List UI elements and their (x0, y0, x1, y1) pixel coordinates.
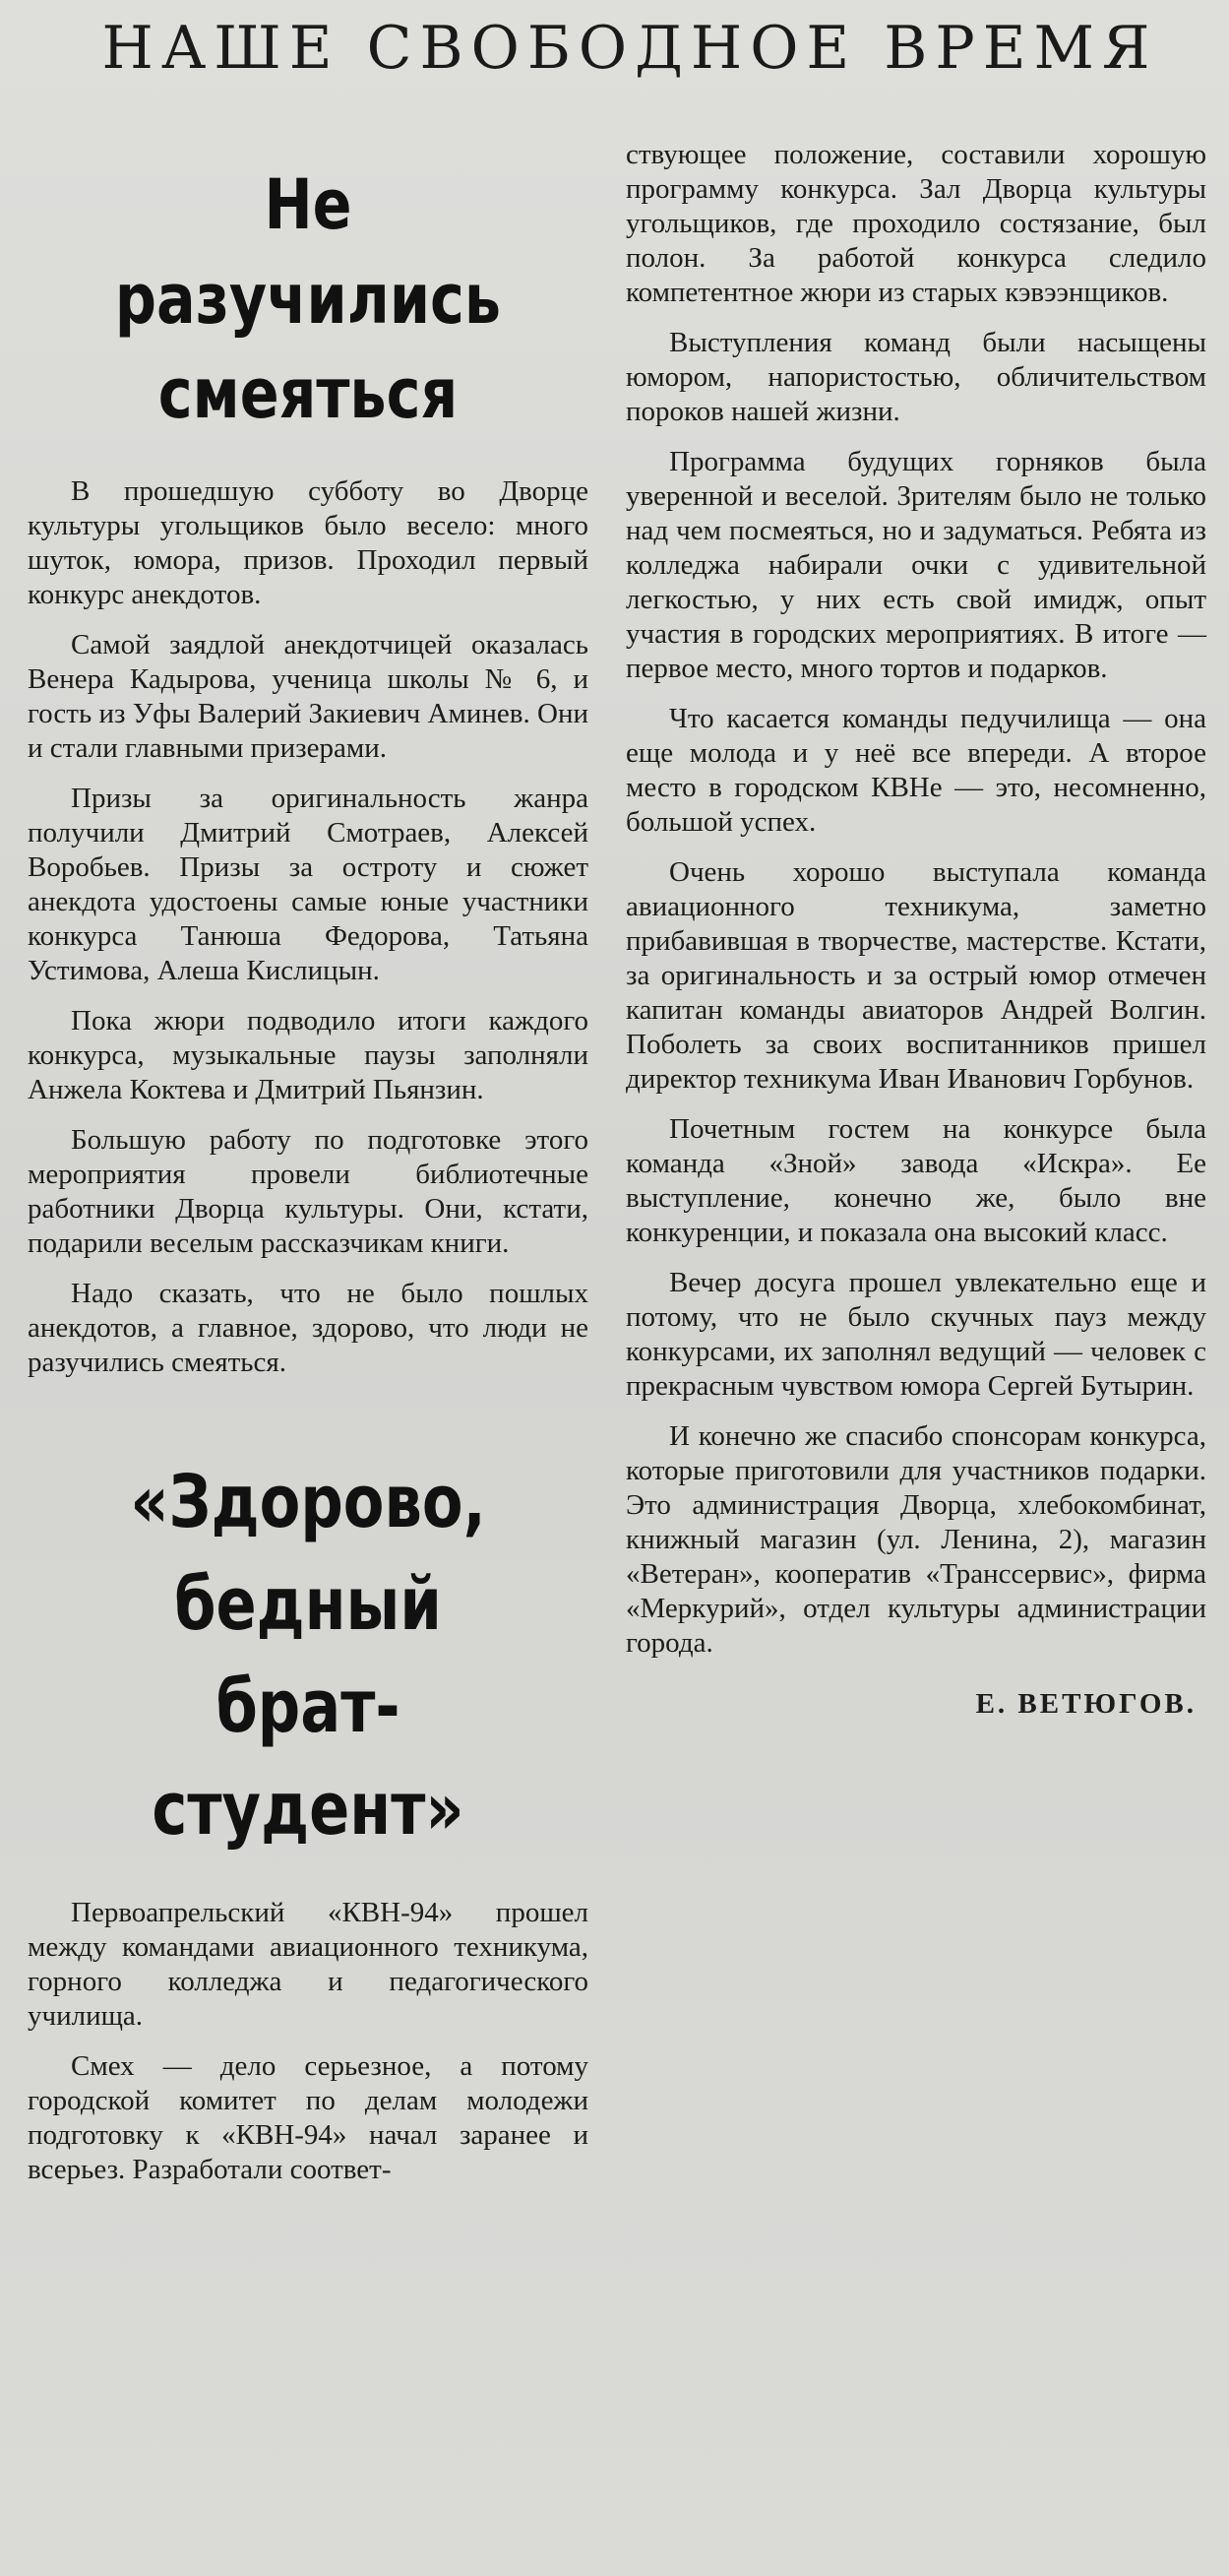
article1-paragraph: Призы за оригинальность жанра получили Дмитрий Смотраев, Алексей Воробьев. Призы за остроту и сюжет анекдота удостоены самые юные участники конкурса Танюша Федорова, Татьяна Устимова, Алеша Кислицын. (28, 783, 588, 986)
article1-paragraph: Пока жюри подводило итоги каждого конкурса, музыкальные паузы заполняли Анжела Коктева и Дмитрий Пьянзин. (28, 1005, 588, 1105)
headline-line: бедный (174, 1562, 442, 1647)
article1-headline (73, 157, 544, 441)
article2-paragraph: Первоапрельский «КВН-94» прошел между командами авиационного техникума, горного колледжа и педагогического училища. (28, 1897, 588, 2032)
article1-paragraph: В прошедшую субботу во Дворце культуры угольщиков было весело: много шуток, юмора, призов. Проходил первый конкурс анекдотов. (28, 475, 588, 610)
article2-paragraph: Что касается команды педучилища — она еще молода и у неё все впереди. А второе место в городском КВНе — это, несомненно, большой успех. (626, 703, 1206, 838)
headline-line: Не (264, 164, 352, 245)
right-column (626, 138, 1206, 1721)
article2-paragraph: Почетным гостем на конкурсе была команда «Зной» завода «Искра». Ее выступление, конечно же, было вне конкуренции, и показала она высокий класс. (626, 1113, 1206, 1248)
article1-paragraph: Самой заядлой анекдотчицей оказалась Венера Кадырова, ученица школы № 6, и гость из Уфы Валерий Закиевич Аминев. Они и стали главными призерами. (28, 629, 588, 764)
article2-paragraph: Программа будущих горняков была уверенной и веселой. Зрителям было не только над чем посмеяться, но и задуматься. Ребята из колледжа набирали очки с удивительной легкостью, у них есть свой имидж, опыт участия в городских мероприятиях. В итоге — первое место, много тортов и подарков. (626, 446, 1206, 684)
section-rubric: НАШЕ СВОБОДНОЕ ВРЕМЯ (101, 14, 1158, 83)
article2-paragraph: ствующее положение, составили хорошую программу конкурса. Зал Дворца культуры угольщиков, где проходило состязание, был полон. За работой конкурса следило компетентное жюри из старых кэвээнщиков. (626, 139, 1206, 308)
article1-paragraph: Большую работу по подготовке этого мероприятия провели библиотечные работники Дворца культуры. Они, кстати, подарили веселым рассказчикам книги. (28, 1124, 588, 1259)
article2-paragraph: И конечно же спасибо спонсорам конкурса, которые приготовили для участников подарки. Это администрация Дворца, хлебокомбинат, книжный магазин (ул. Ленина, 2), магазин «Ветеран», кооператив «Транссервис», фирма «Меркурий», отдел культуры администрации города. (626, 1420, 1206, 1659)
headline-line: брат-студент» (152, 1665, 464, 1852)
article2-headline (78, 1451, 537, 1860)
article1-paragraph: Надо сказать, что не было пошлых анекдотов, а главное, здорово, что люди не разучились смеяться. (28, 1278, 588, 1378)
author-signature: Е. ВЕТЮГОВ. (975, 1688, 1197, 1720)
left-column (28, 157, 588, 2203)
headline-line: «Здорово, (130, 1460, 486, 1544)
article2-paragraph: Вечер досуга прошел увлекательно еще и потому, что не было скучных пауз между конкурсами, их заполнял ведущий — человек с прекрасным чувством юмора Сергей Бутырин. (626, 1267, 1206, 1402)
article2-paragraph: Смех — дело серьезное, а потому городской комитет по делам молодежи подготовку к «КВН-94» начал заранее и всерьез. Разработали соответ- (28, 2050, 588, 2185)
headline-line: смеяться (157, 353, 459, 434)
article2-paragraph: Очень хорошо выступала команда авиационного техникума, заметно прибавившая в творчестве, мастерстве. Кстати, за оригинальность и за острый юмор отмечен капитан команды авиаторов Андрей Волгин. Поболеть за своих воспитанников пришел директор техникума Иван Иванович Горбунов. (626, 856, 1206, 1095)
article2-paragraph: Выступления команд были насыщены юмором, напористостью, обличительством пороков нашей жизни. (626, 327, 1206, 427)
headline-line: разучились (114, 259, 502, 340)
